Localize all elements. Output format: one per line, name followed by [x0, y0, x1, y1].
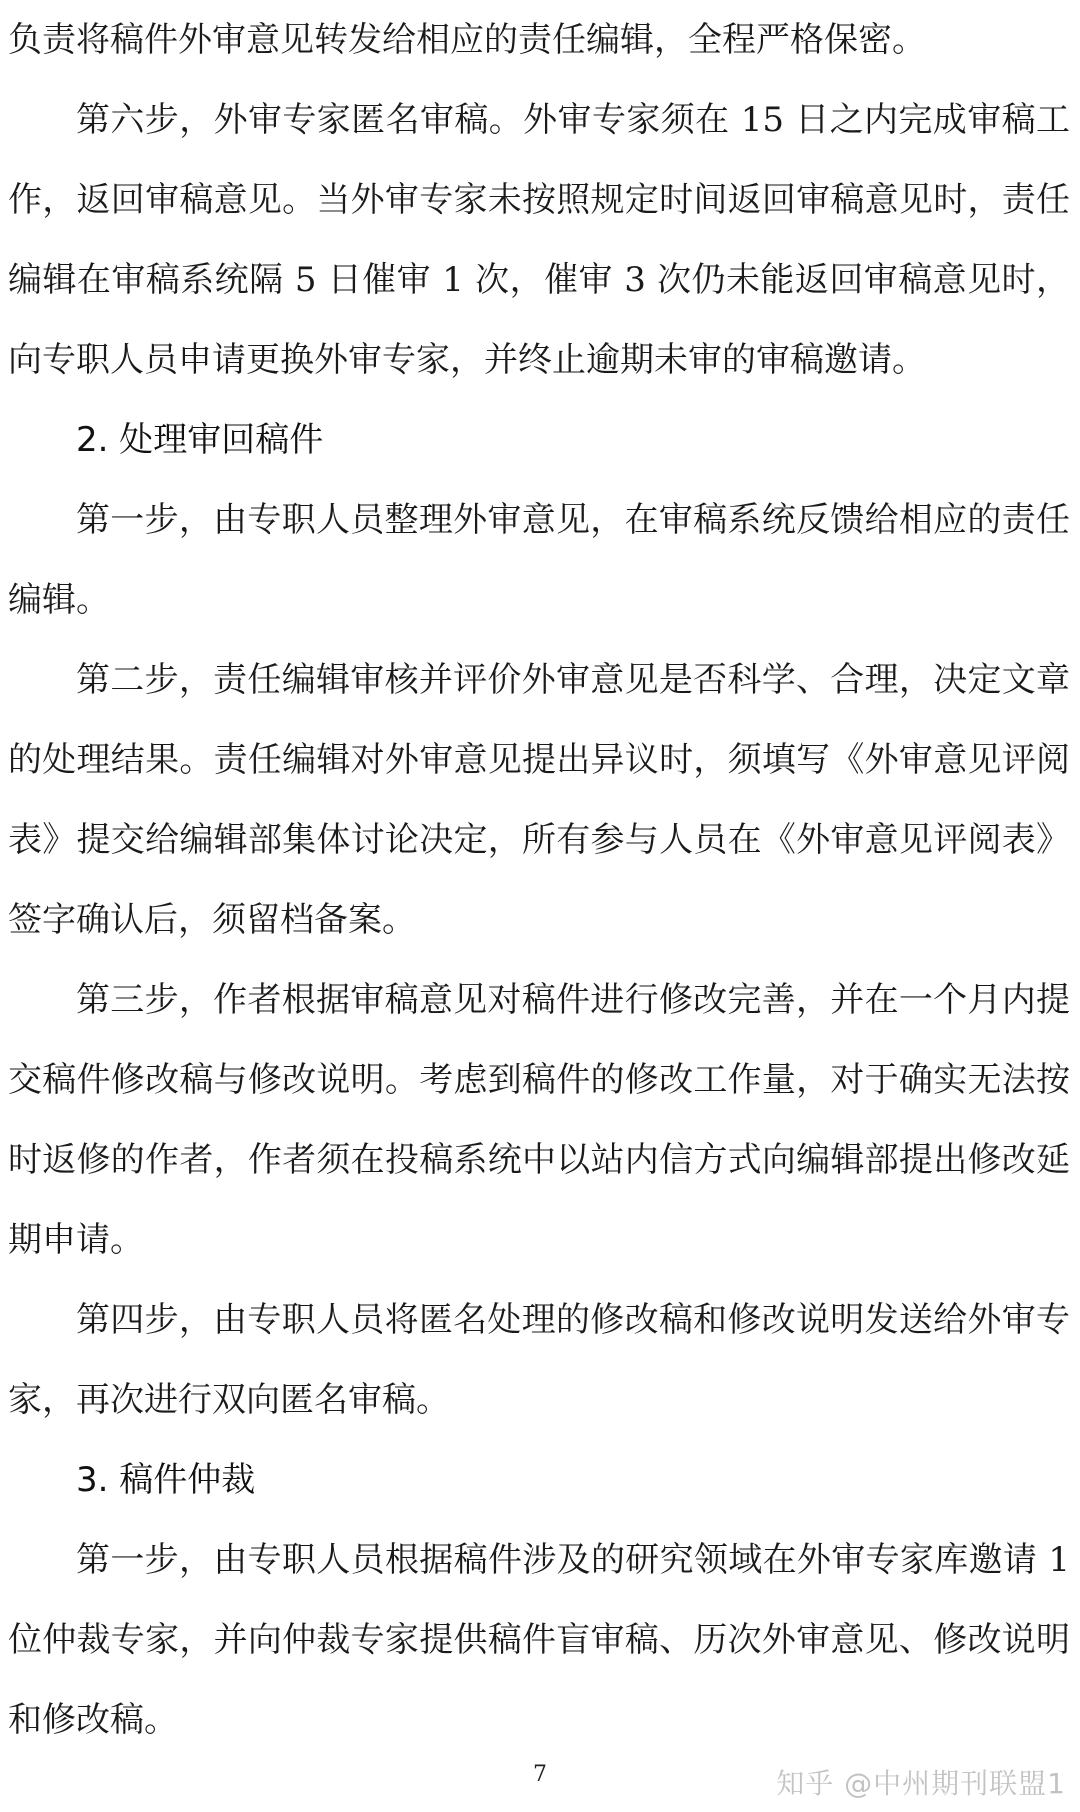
paragraph-step-four: 第四步，由专职人员将匿名处理的修改稿和修改说明发送给外审专家，再次进行双向匿名审稿。 [8, 1300, 1070, 1420]
paragraph-step-one: 第一步，由专职人员整理外审意见，在审稿系统反馈给相应的责任编辑。 [8, 500, 1070, 620]
paragraph-arbitration-step-one: 第一步，由专职人员根据稿件涉及的研究领域在外审专家库邀请 1 位仲裁专家，并向仲裁专家提供稿件盲审稿、历次外审意见、修改说明和修改稿。 [8, 1540, 1070, 1740]
document-body [8, 0, 1070, 1760]
page-number: 7 [533, 1762, 547, 1787]
paragraph-continuation: 负责将稿件外审意见转发给相应的责任编辑，全程严格保密。 [8, 20, 926, 60]
watermark: 知乎 @中州期刊联盟1 [776, 1767, 1066, 1800]
paragraph-step-six: 第六步，外审专家匿名审稿。外审专家须在 15 日之内完成审稿工作，返回审稿意见。当外审专家未按照规定时间返回审稿意见时，责任编辑在审稿系统隔 5 日催审 1 次，催审 3 次仍未能返回审稿意见时，向专职人员申请更换外审专家，并终止逾期未审的审稿邀请。 [8, 100, 1070, 380]
section-heading-process-returned: 2. 处理审回稿件 [76, 420, 324, 460]
paragraph-step-two: 第二步，责任编辑审核并评价外审意见是否科学、合理，决定文章的处理结果。责任编辑对外审意见提出异议时，须填写《外审意见评阅表》提交给编辑部集体讨论决定，所有参与人员在《外审意见评阅表》签字确认后，须留档备案。 [8, 660, 1070, 940]
section-heading-arbitration: 3. 稿件仲裁 [76, 1460, 256, 1500]
paragraph-step-three: 第三步，作者根据审稿意见对稿件进行修改完善，并在一个月内提交稿件修改稿与修改说明。考虑到稿件的修改工作量，对于确实无法按时返修的作者，作者须在投稿系统中以站内信方式向编辑部提出修改延期申请。 [8, 980, 1070, 1260]
